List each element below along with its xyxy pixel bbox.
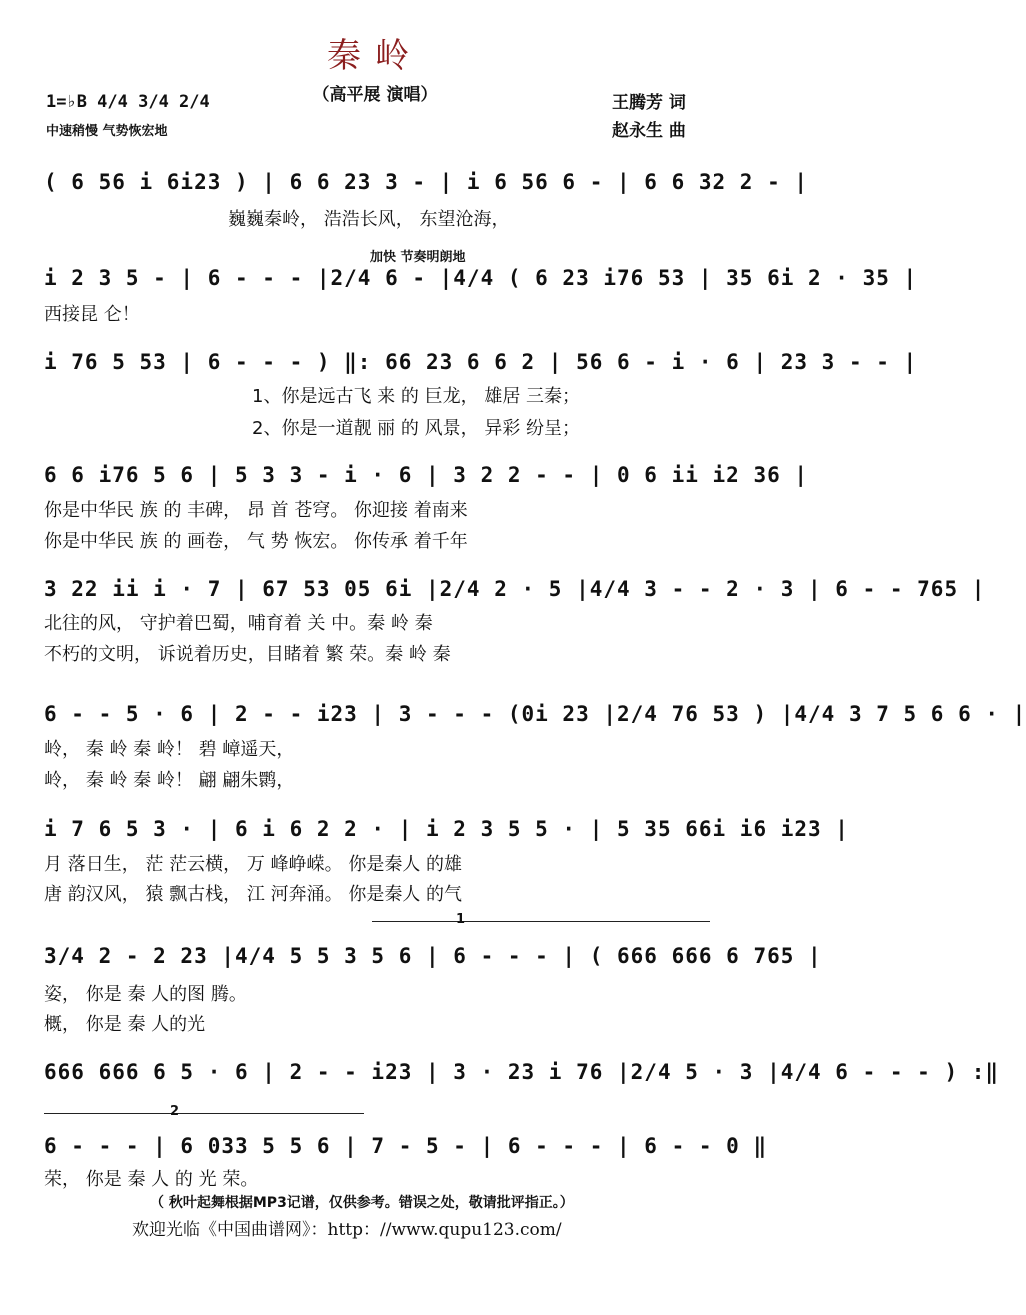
lyric-line-4b: 你是中华民 族 的 画卷， 气 势 恢宏。 你传承 着千年: [44, 531, 468, 552]
score-line-4: 6 6 i76 5 6 | 5 3 3 - i · 6 | 3 2 2 - - | 0 6 ii i2 36 |: [44, 463, 809, 487]
lyric-line-10: 荣， 你是 秦 人 的 光 荣。: [44, 1169, 259, 1190]
score-line-9: 666 666 6 5 · 6 | 2 - - i23 | 3 · 23 i 76 |2/4 5 · 3 |4/4 6 - - - ) :‖: [44, 1060, 1000, 1084]
lyricist-credit: 王腾芳 词: [612, 93, 686, 113]
lyric-line-2: 西接昆 仑！: [44, 304, 140, 325]
score-line-1: ( 6 56 i 6i23 ) | 6 6 23 3 - | i 6 56 6 - | 6 6 32 2 - |: [44, 170, 809, 194]
volta-1-number: 1: [456, 912, 466, 927]
lyric-line-7a: 月 落日生， 茫 茫云横， 万 峰峥嵘。 你是秦人 的雄: [44, 854, 463, 875]
performer-subtitle: （高平展 演唱）: [312, 85, 438, 105]
tempo-marking: 中速稍慢 气势恢宏地: [46, 124, 168, 139]
key-signature: 1=♭B 4/4 3/4 2/4: [46, 92, 210, 112]
lyric-line-7b: 唐 韵汉风， 猿 飘古栈， 江 河奔涌。 你是秦人 的气: [44, 884, 463, 905]
lyric-line-1: 巍巍秦岭， 浩浩长风， 东望沧海，: [228, 209, 510, 230]
lyric-line-6a: 岭， 秦 岭 秦 岭！ 碧 嶂遥天，: [44, 739, 295, 760]
score-line-10: 6 - - - | 6 033 5 5 6 | 7 - 5 - | 6 - - - | 6 - - 0 ‖: [44, 1134, 768, 1158]
tempo-change-annotation: 加快 节奏明朗地: [370, 250, 466, 265]
score-line-2: i 2 3 5 - | 6 - - - |2/4 6 - |4/4 ( 6 23 i76 53 | 35 6i 2 · 35 |: [44, 266, 918, 290]
score-line-8: 3/4 2 - 2 23 |4/4 5 5 3 5 6 | 6 - - - | ( 666 666 6 765 |: [44, 944, 822, 968]
lyric-line-4a: 你是中华民 族 的 丰碑， 昂 首 苍穹。 你迎接 着南来: [44, 500, 468, 521]
score-line-6: 6 - - 5 · 6 | 2 - - i23 | 3 - - - (0i 23 |2/4 76 53 ) |4/4 3 7 5 6 6 · |: [44, 702, 1026, 726]
lyric-line-8b: 概， 你是 秦 人的光: [44, 1014, 206, 1035]
volta-1-bracket: [372, 921, 710, 922]
lyric-line-3b: 2、你是一道靓 丽 的 风景， 异彩 纷呈；: [252, 418, 581, 439]
lyric-line-5b: 不朽的文明， 诉说着历史，目睹着 繁 荣。秦 岭 秦: [44, 644, 451, 665]
lyric-line-5a: 北往的风， 守护着巴蜀，哺育着 关 中。秦 岭 秦: [44, 613, 433, 634]
volta-2-bracket: [44, 1113, 364, 1114]
lyric-line-3a: 1、你是远古飞 来 的 巨龙， 雄居 三秦；: [252, 386, 581, 407]
transcription-note: （ 秋叶起舞根据MP3记谱，仅供参考。错误之处，敬请批评指正。）: [150, 1195, 574, 1211]
score-line-3: i 76 5 53 | 6 - - - ) ‖: 66 23 6 6 2 | 56 6 - i · 6 | 23 3 - - |: [44, 350, 918, 374]
song-title: 秦岭: [327, 36, 423, 76]
score-line-5: 3 22 ii i · 7 | 67 53 05 6i |2/4 2 · 5 |4/4 3 - - 2 · 3 | 6 - - 765 |: [44, 577, 986, 601]
site-welcome: 欢迎光临《中国曲谱网》：http：//www.qupu123.com/: [132, 1220, 562, 1240]
lyric-line-8a: 姿， 你是 秦 人的图 腾。: [44, 984, 247, 1005]
composer-credit: 赵永生 曲: [612, 121, 686, 141]
lyric-line-6b: 岭， 秦 岭 秦 岭！ 翩 翩朱鹮，: [44, 770, 295, 791]
score-line-7: i 7 6 5 3 · | 6 i 6 2 2 · | i 2 3 5 5 · | 5 35 66i i6 i23 |: [44, 817, 849, 841]
volta-2-number: 2: [170, 1104, 180, 1119]
